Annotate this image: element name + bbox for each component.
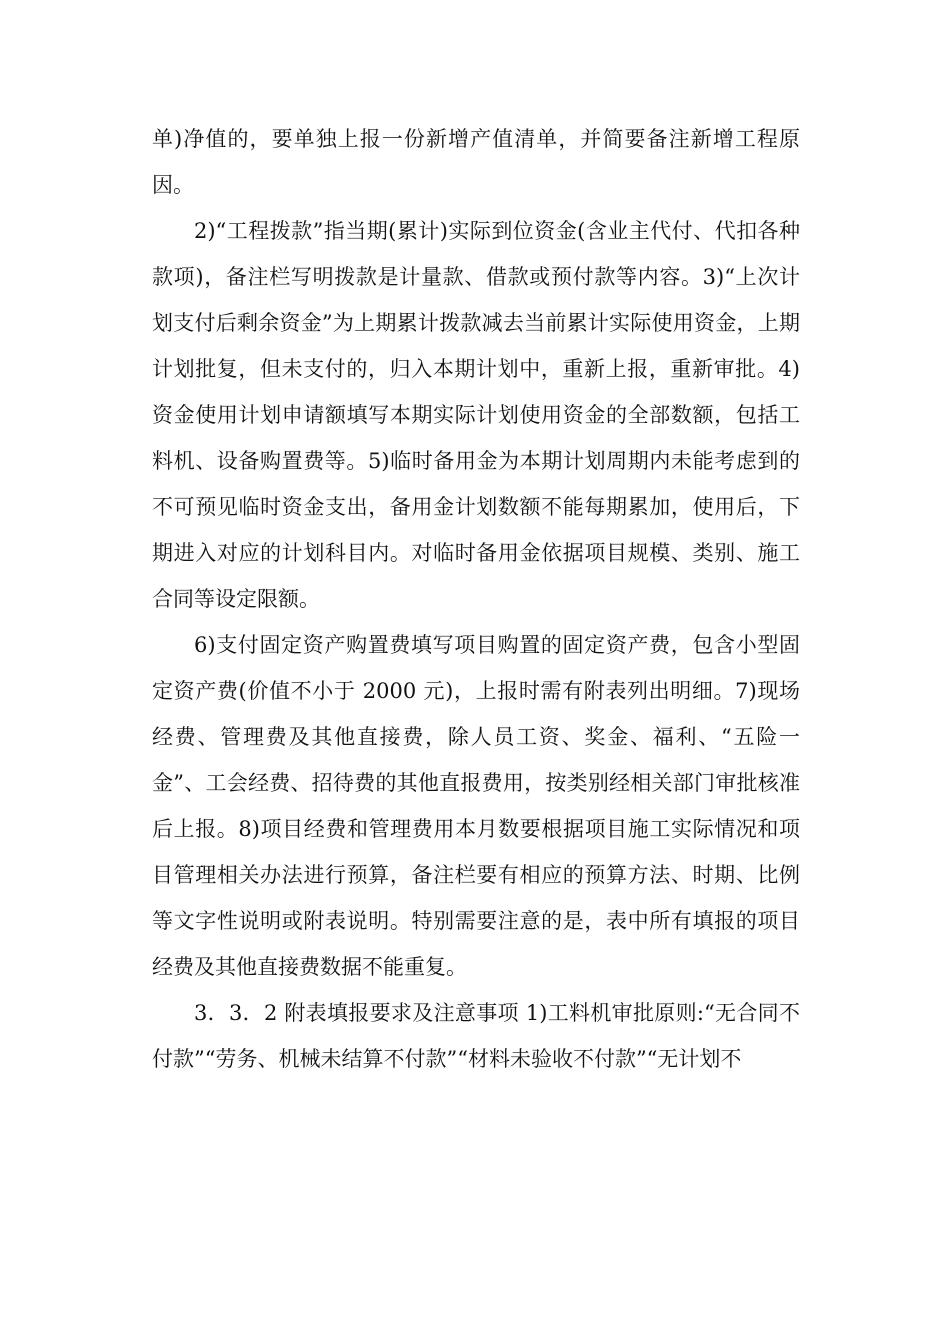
- paragraph-3: 6)支付固定资产购置费填写项目购置的固定资产费，包含小型固定资产费(价值不小于 2000 元)，上报时需有附表列出明细。7)现场经费、管理费及其他直接费，除人员工资、奖金、福利、“五险一金”、工会经费、招待费的其他直报费用，按类别经相关部门审批核准后上报。8)项目经费和管理费用本月数要根据项目施工实际情况和项目管理相关办法进行预算，备注栏要有相应的预算方法、时期、比例等文字性说明或附表说明。特别需要注意的是，表中所有填报的项目经费及其他直接费数据不能重复。: [152, 633, 800, 979]
- paragraph-2: 2)“工程拨款”指当期(累计)实际到位资金(含业主代付、代扣各种款项)，备注栏写明拨款是计量款、借款或预付款等内容。3)“上次计划支付后剩余资金”为上期累计拨款减去当前累计实际使用资金，上期计划批复，但未支付的，归入本期计划中，重新上报，重新审批。4)资金使用计划申请额填写本期实际计划使用资金的全部数额，包括工料机、设备购置费等。5)临时备用金为本期计划周期内未能考虑到的不可预见临时资金支出，备用金计划数额不能每期累加，使用后，下期进入对应的计划科目内。对临时备用金依据项目规模、类别、施工合同等设定限额。: [152, 219, 800, 611]
- paragraph-1: 单)净值的，要单独上报一份新增产值清单，并简要备注新增工程原因。: [152, 127, 800, 197]
- document-body: [152, 116, 800, 1082]
- paragraph-4: 3．3．2 附表填报要求及注意事项 1)工料机审批原则:“无合同不付款”“劳务、机械未结算不付款”“材料未验收不付款”“无计划不: [152, 1001, 800, 1071]
